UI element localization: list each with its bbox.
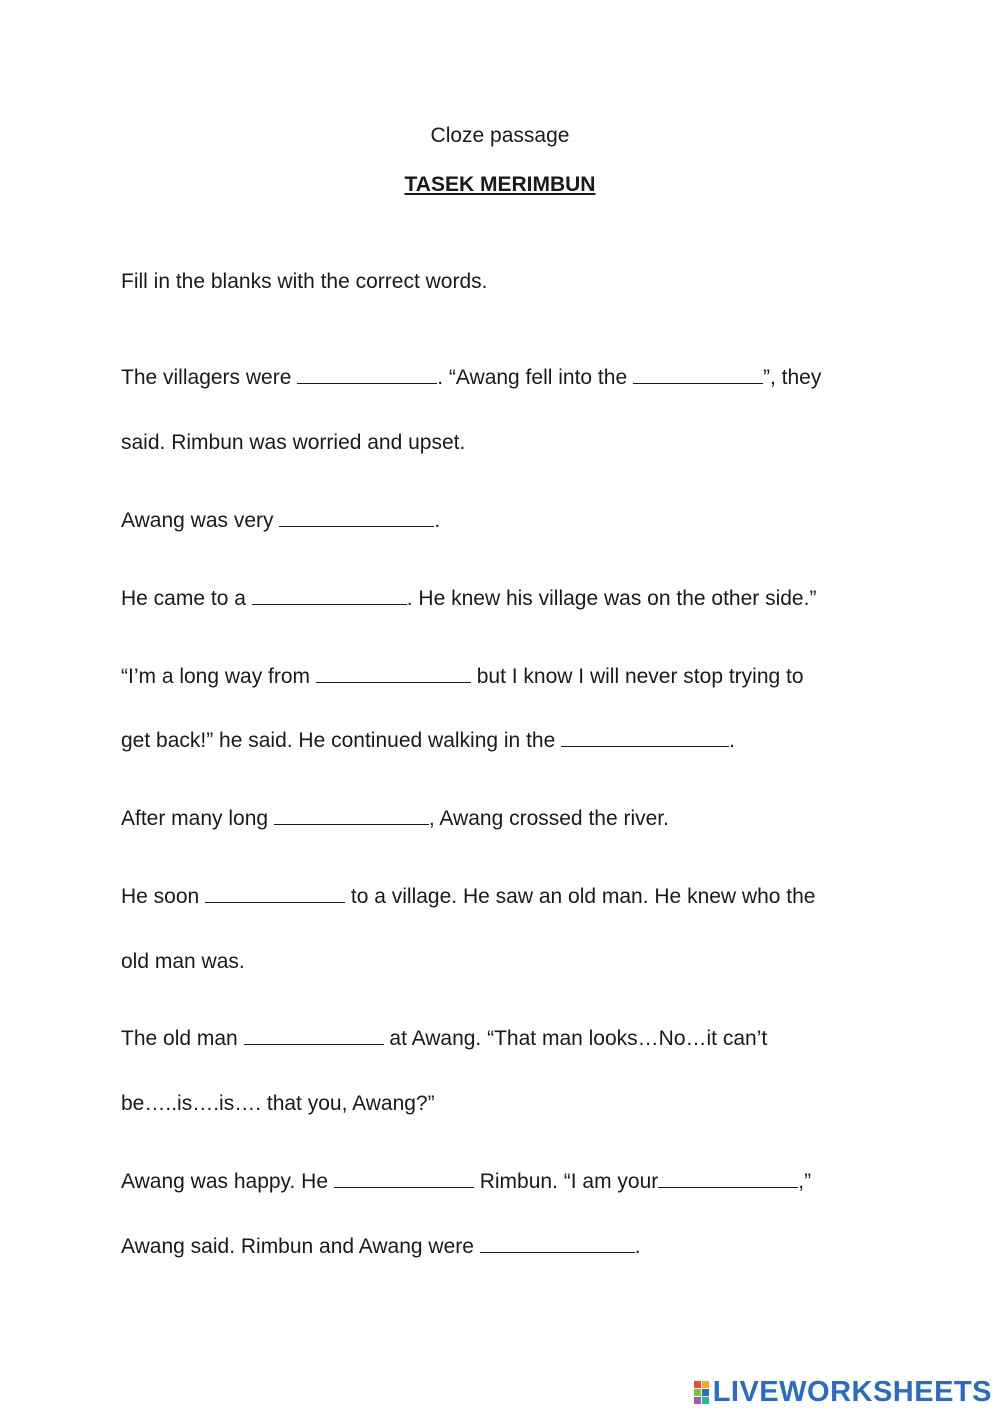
line-text: .	[729, 729, 735, 752]
blank-field-7[interactable]	[274, 808, 429, 825]
line-text: He soon	[121, 885, 206, 908]
page-subtitle: Cloze passage	[430, 124, 570, 147]
passage-line-6	[121, 729, 735, 753]
line-text: .	[634, 1235, 641, 1258]
liveworksheets-logo	[694, 1377, 992, 1407]
blank-field-3[interactable]	[279, 510, 434, 527]
line-text: After many long	[121, 807, 274, 830]
passage-line-3	[121, 509, 440, 533]
line-text: Awang said. Rimbun and Awang were	[121, 1235, 480, 1258]
line-text: . “Awang fell into the	[437, 366, 633, 389]
passage-line-9	[121, 950, 245, 974]
blank-field-12[interactable]	[480, 1236, 635, 1253]
line-text: ,”	[798, 1170, 812, 1193]
passage-line-10	[121, 1027, 767, 1051]
logo-text: LIVEWORKSHEETS	[712, 1375, 992, 1408]
blank-field-4[interactable]	[252, 588, 407, 605]
line-text: . He knew his village was on the other side.”	[406, 587, 817, 610]
line-text: said. Rimbun was worried and upset.	[121, 431, 466, 454]
line-text: be…..is….is…. that you, Awang?”	[121, 1092, 435, 1115]
passage-line-2	[121, 431, 465, 455]
line-text: The old man	[121, 1027, 244, 1050]
line-text: old man was.	[121, 950, 245, 973]
passage-line-1	[121, 366, 821, 390]
blank-field-6[interactable]	[561, 730, 729, 747]
blank-field-5[interactable]	[316, 666, 471, 683]
logo-square	[702, 1381, 709, 1388]
logo-square	[702, 1397, 709, 1404]
page-title	[0, 173, 1000, 197]
blank-field-8[interactable]	[205, 886, 345, 903]
logo-grid-icon	[694, 1381, 709, 1404]
instruction-text: Fill in the blanks with the correct words.	[121, 270, 488, 293]
logo-square	[694, 1397, 701, 1404]
blank-field-9[interactable]	[244, 1028, 384, 1045]
passage-line-5	[121, 665, 804, 689]
logo-square	[694, 1381, 701, 1388]
passage-line-12	[121, 1170, 811, 1194]
line-text: The villagers were	[121, 366, 298, 389]
line-text: Awang was happy. He	[121, 1170, 334, 1193]
line-text: .	[434, 509, 441, 532]
line-text: but I know I will never stop trying to	[470, 665, 804, 688]
line-text: “I’m a long way from	[121, 665, 316, 688]
title-text: TASEK MERIMBUN	[404, 173, 596, 196]
line-text: at Awang. “That man looks…No…it can’t	[383, 1027, 768, 1050]
logo-square	[702, 1389, 709, 1396]
passage-line-13	[121, 1235, 641, 1259]
line-text: get back!” he said. He continued walking in the	[121, 729, 562, 752]
blank-field-10[interactable]	[334, 1171, 474, 1188]
line-text: He came to a	[121, 587, 252, 610]
line-text: Awang was very	[121, 509, 280, 532]
passage-line-4	[121, 587, 816, 611]
line-text: to a village. He saw an old man. He knew who the	[345, 885, 816, 908]
blank-field-2[interactable]	[633, 367, 763, 384]
line-text: , Awang crossed the river.	[428, 807, 669, 830]
passage-line-8	[121, 885, 815, 909]
blank-field-11[interactable]	[658, 1171, 798, 1188]
line-text: ”, they	[762, 366, 822, 389]
passage-line-7	[121, 807, 669, 831]
line-text: Rimbun. “I am your	[473, 1170, 659, 1193]
passage-line-11	[121, 1092, 435, 1116]
blank-field-1[interactable]	[297, 367, 437, 384]
logo-square	[694, 1389, 701, 1396]
